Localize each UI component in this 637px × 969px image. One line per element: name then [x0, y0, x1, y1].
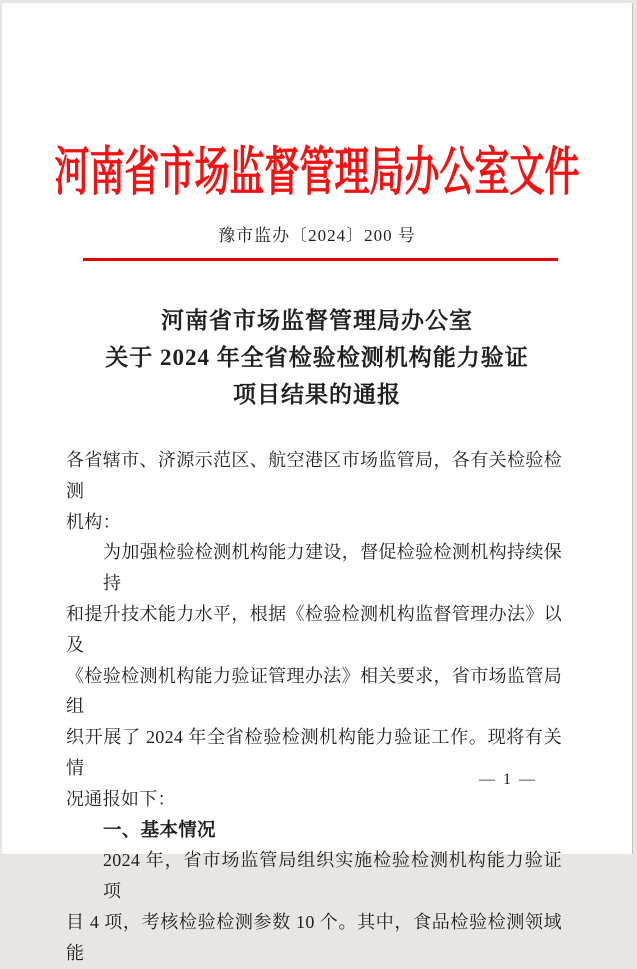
title-line-1: 河南省市场监督管理局办公室	[2, 302, 632, 339]
red-header-banner: 河南省市场监督管理局办公室文件	[2, 131, 632, 206]
body-line: 各省辖市、济源示范区、航空港区市场监管局，各有关检验检测	[66, 445, 562, 507]
page-number: — 1 —	[479, 771, 537, 789]
document-body	[66, 445, 562, 969]
document-number: 豫市监办〔2024〕200 号	[2, 221, 632, 246]
body-line: 和提升技术能力水平，根据《检验检测机构监督管理办法》以及	[66, 599, 562, 661]
document-page	[1, 3, 633, 854]
body-line: 目 4 项，考核检验检测参数 10 个。其中，食品检验检测领域能	[66, 907, 562, 969]
body-line: 2024 年，省市场监管局组织实施检验检测机构能力验证项	[66, 845, 562, 907]
body-line: 织开展了 2024 年全省检验检测机构能力验证工作。现将有关情	[66, 722, 562, 784]
document-title	[2, 302, 632, 413]
body-line: 况通报如下：	[66, 784, 562, 815]
body-line: 《检验检测机构能力验证管理办法》相关要求，省市场监管局组	[66, 661, 562, 723]
section-heading: 一、基本情况	[66, 815, 562, 846]
red-separator-line	[83, 258, 558, 261]
title-line-2: 关于 2024 年全省检验检测机构能力验证	[2, 339, 632, 376]
title-line-3: 项目结果的通报	[2, 376, 632, 413]
body-line: 机构：	[66, 507, 562, 538]
body-line: 为加强检验检测机构能力建设，督促检验检测机构持续保持	[66, 537, 562, 599]
